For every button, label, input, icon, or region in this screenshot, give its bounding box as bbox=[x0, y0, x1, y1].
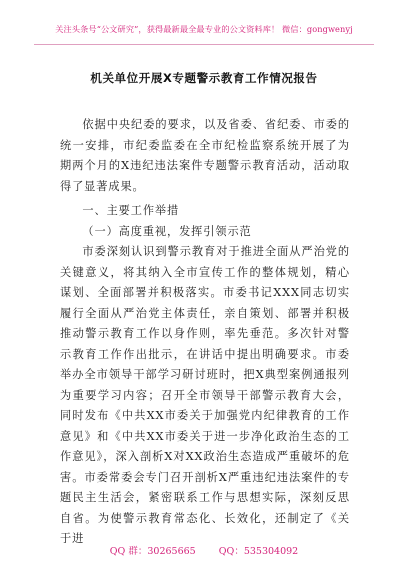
document-body bbox=[60, 115, 350, 550]
section-heading: 一、主要工作举措 bbox=[82, 204, 180, 217]
header-banner: 关注头条号“公文研究”，获得最新最全最专业的公文资料库！ 微信：gongwenyj bbox=[55, 24, 353, 34]
footer-qq: QQ：535304092 bbox=[218, 546, 299, 557]
header-divider bbox=[34, 44, 374, 45]
footer-contact bbox=[0, 543, 408, 557]
intro-paragraph: 依据中央纪委的要求，以及省委、省纪委、市委的统一安排，市纪委监委在全市纪检监察系统开展了为期两个月的X违纪违法案件专题警示教育活动，活动取得了显著成果。 bbox=[60, 118, 350, 193]
footer-qq-group: QQ 群：30265665 bbox=[109, 546, 196, 557]
subsection-heading: （一）高度重视，发挥引领示范 bbox=[82, 224, 252, 238]
document-title: 机关单位开展X专题警示教育工作情况报告 bbox=[90, 71, 318, 85]
body-paragraph: 市委深刻认识到警示教育对于推进全面从严治党的关键意义，将其纳入全市宣传工作的整体规划，精心谋划、全面部署并积极落实。市委书记XXX同志切实履行全面从严治党主体责任，亲自策划、部署并积极推动警示教育工作以身作则，率先垂范。多次针对警示教育工作作出批示，在讲话中提出明确要求。市委举办全市领导干部学习研讨班时，把X典型案例通报列为重要学习内容；召开全市领导干部警示教育大会，同时发布《中共XX市委关于加强党内纪律教育的工作意见》和《中共XX市委关于进一步净化政治生态的工作意见》，深入剖析X对XX政治生态造成严重破坏的危害。市委常委会专门召开剖析X严重违纪违法案件的专题民主生活会，紧密联系工作与思想实际，深刻反思自省。为使警示教育常态化、长效化，还制定了《关于进 bbox=[60, 245, 350, 545]
